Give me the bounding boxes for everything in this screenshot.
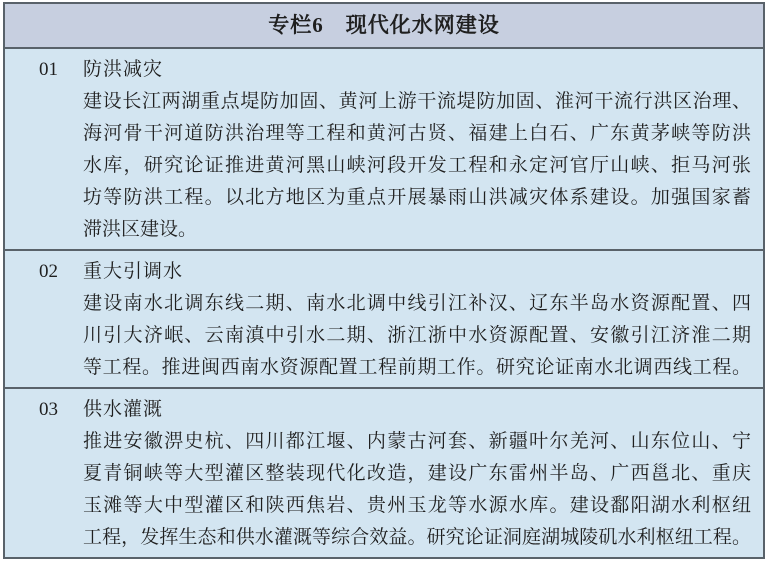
section-water-diversion bbox=[5, 249, 763, 387]
body-text-line: 建设南水北调东线二期、南水北调中线引江补汉、辽东半岛水资源配置、四 bbox=[83, 293, 751, 314]
section-body bbox=[83, 288, 751, 384]
feature-box bbox=[3, 2, 765, 559]
body-text-line: 水库，研究论证推进黄河黑山峡河段开发工程和永定河官厅山峡、拒马河张 bbox=[83, 155, 751, 176]
body-text-line: 建设长江两湖重点堤防加固、黄河上游干流堤防加固、淮河干流行洪区治理、 bbox=[83, 91, 751, 112]
section-number: 02 bbox=[39, 261, 58, 282]
section-water-supply-irrigation bbox=[5, 387, 763, 557]
box-title: 专栏6 现代化水网建设 bbox=[268, 13, 500, 37]
body-text-line: 坊等防洪工程。以北方地区为重点开展暴雨山洪减灾体系建设。加强国家蓄 bbox=[83, 187, 751, 208]
section-heading bbox=[39, 394, 751, 426]
body-text-line: 等工程。推进闽西南水资源配置工程前期工作。研究论证南水北调西线工程。 bbox=[83, 357, 751, 378]
body-text-line: 海河骨干河道防洪治理等工程和黄河古贤、福建上白石、广东黄茅峡等防洪 bbox=[83, 123, 751, 144]
body-text-line: 川引大济岷、云南滇中引水二期、浙江浙中水资源配置、安徽引江济淮二期 bbox=[83, 325, 751, 346]
section-title: 供水灌溉 bbox=[83, 399, 164, 420]
section-heading bbox=[39, 256, 751, 288]
section-body bbox=[83, 426, 751, 554]
section-title: 重大引调水 bbox=[83, 261, 184, 282]
section-flood-control bbox=[5, 49, 763, 249]
box-body bbox=[5, 49, 763, 557]
section-number: 01 bbox=[39, 59, 58, 80]
body-text-line: 滞洪区建设。 bbox=[83, 219, 198, 240]
body-text-line: 工程，发挥生态和供水灌溉等综合效益。研究论证洞庭湖城陵矶水利枢纽工程。 bbox=[83, 527, 751, 548]
section-heading bbox=[39, 54, 751, 86]
section-body bbox=[83, 86, 751, 246]
section-title: 防洪减灾 bbox=[83, 59, 164, 80]
section-number: 03 bbox=[39, 399, 58, 420]
box-header bbox=[5, 4, 763, 49]
body-text-line: 玉滩等大中型灌区和陕西焦岩、贵州玉龙等水源水库。建设鄱阳湖水利枢纽 bbox=[83, 495, 751, 516]
body-text-line: 夏青铜峡等大型灌区整装现代化改造，建设广东雷州半岛、广西邕北、重庆 bbox=[83, 463, 751, 484]
body-text-line: 推进安徽淠史杭、四川都江堰、内蒙古河套、新疆叶尔羌河、山东位山、宁 bbox=[83, 431, 751, 452]
